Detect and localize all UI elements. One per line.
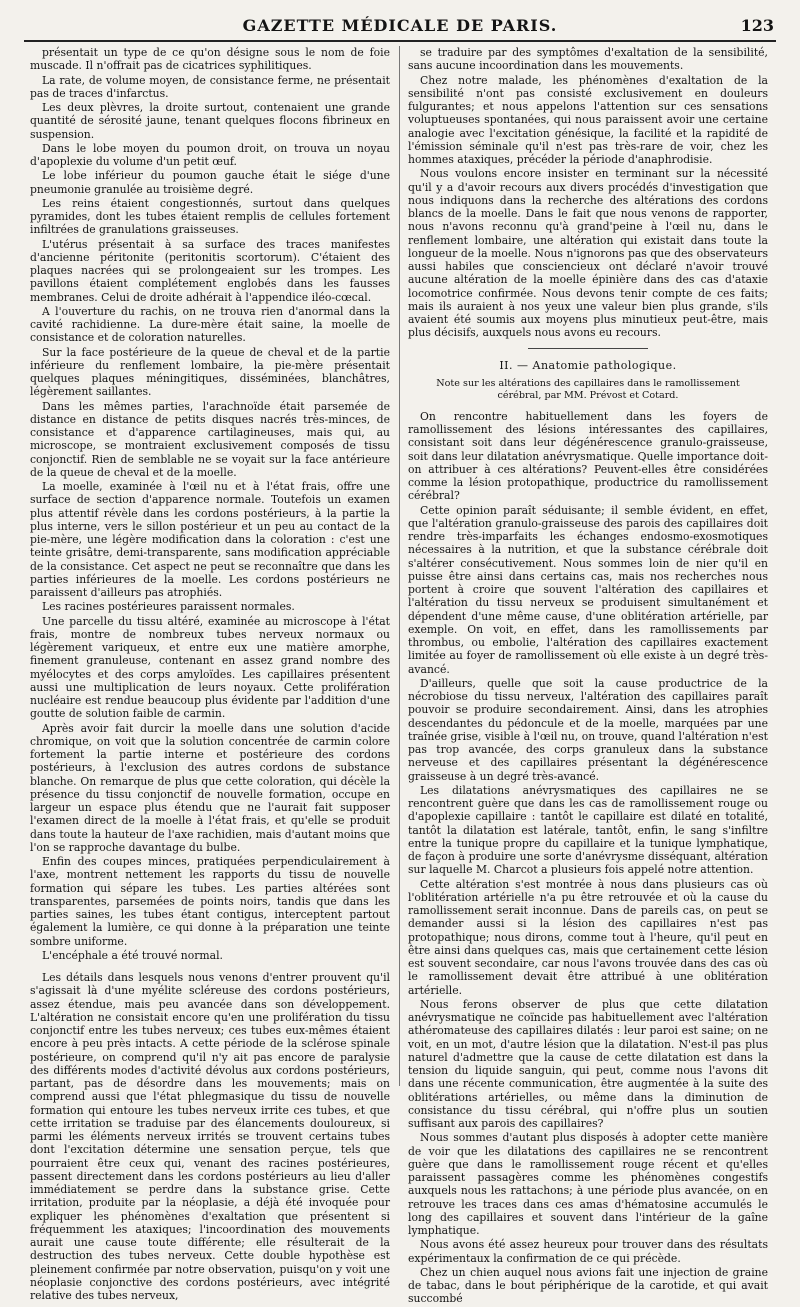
paragraph: Les racines postérieures paraissent normales.: [42, 600, 295, 614]
paragraph: Dans les mêmes parties, l'arachnoïde était parsemée de distance en distance de petits disques nacrés très-minces, de consistance et d'apparence cartilagineuses, mais qui, au microscope, se montraient exclusivement composés de tissu conjonctif. Rien de semblable ne se voyait sur la face antérieure de la queue de cheval et de la moelle.: [30, 399, 390, 479]
paragraph: Les dilatations anévrysmatiques des capillaires ne se rencontrent guère que dans les cas de ramollissement rouge ou d'apoplexie capillaire : tantôt le capillaire est dilaté en totalité, tantôt la dilatation est latérale, tantôt, enfin, le sang s'infiltre entre la tunique propre du capillaire et la tunique lymphatique, de façon à produire une sorte d'anévrysme disséquant, altération sur laquelle M. Charcot a plusieurs fois appelé notre attention.: [408, 783, 768, 877]
paragraph: Après avoir fait durcir la moelle dans une solution d'acide chromique, on voit que la solution concentrée de carmin colore fortement la partie interne et postérieure des cordons postérieurs, à l'exclusion des autres cordons de substance blanche. On remarque de plus que cette coloration, qui décèle la présence du tissu conjonctif de nouvelle formation, occupe en largeur un espace plus étendu que ne l'aurait fait supposer l'examen direct de la moelle à l'état frais, et qu'elle se produit dans toute la hauteur de l'axe rachidien, mais d'autant moins que l'on se rapproche davantage du bulbe.: [30, 721, 390, 854]
paragraph: Sur la face postérieure de la queue de cheval et de la partie inférieure du renflement lombaire, la pie-mère présentait quelques plaques méningitiques, disséminées, blanchâtres, légèrement saillantes.: [30, 345, 390, 399]
section-title: II. — Anatomie pathologique.: [499, 358, 677, 372]
paragraph: Cette opinion paraît séduisante; il semble évident, en effet, que l'altération granulo-graisseuse des parois des capillaires doit rendre très-imparfaits les échanges endosmo-exosmotiques nécessaires à la nutrition, et que la substance cérébrale doit s'altérer consécutivement. Nous sommes loin de nier qu'il en puisse être ainsi dans certains cas, mais nos recherches nous portent à croire que souvent l'altération des capillaires et l'altération du tissu nerveux se produisent simultanément et dépendent d'une même cause, d'une oblitération artérielle, par exemple. On voit, en effet, dans les ramollissements par thrombus, ou embolie, l'altération des capillaires exactement limitée au foyer de ramollissement où elle existe à un degré très-avancé.: [408, 503, 768, 676]
paragraph: Nous sommes d'autant plus disposés à adopter cette manière de voir que les dilatations des capillaires ne se rencontrent guère que dans le ramollissement rouge récent et qu'elles paraissent passagères comme les phénomènes congestifs auxquels nous les rattachons; à une période plus avancée, on en retrouve les traces dans ces amas d'hématosine accumulés le long des capillaires et souvent dans l'intérieur de la gaîne lymphatique.: [408, 1131, 768, 1237]
paragraph: Dans le lobe moyen du poumon droit, on trouva un noyau d'apoplexie du volume d'un petit œuf.: [30, 141, 390, 168]
paragraph: Nous ferons observer de plus que cette dilatation anévrysmatique ne coïncide pas habituellement avec l'altération athéromateuse des capillaires dilatés : leur paroi est saine; on ne voit, en un mot, d'autre lésion que la dilatation. N'est-il pas plus naturel d'admettre que la cause de cette dilatation est dans la tension du liquide sanguin, qui peut, comme nous l'avons dit dans une récente communication, être augmentée à la suite des oblitérations artérielles, ou même dans la diminution de consistance du tissu cérébral, qui n'offre plus un soutien suffisant aux parois des capillaires?: [408, 997, 768, 1130]
paragraph: se traduire par des symptômes d'exaltation de la sensibilité, sans aucune incoordination dans les mouvements.: [408, 46, 768, 73]
note-title: Note sur les altérations des capillaires dans le ramollissement cérébral, par MM. Prévost et Cotard.: [436, 377, 740, 401]
spacer: [30, 963, 390, 971]
section-separator: [528, 348, 648, 349]
paragraph: L'encéphale a été trouvé normal.: [42, 948, 223, 962]
paragraph: Une parcelle du tissu altéré, examinée au microscope à l'état frais, montre de nombreux tubes nerveux normaux ou légèrement variqueux, et entre eux une matière amorphe, finement granuleuse, contenant en assez grand nombre des myélocytes et des corps amyloïdes. Les capillaires présentent aussi une multiplication de leurs noyaux. Cette prolifération nucléaire est rendue beaucoup plus évidente par l'addition d'une goutte de solution faible de carmin.: [30, 614, 390, 721]
column-divider: [399, 46, 400, 1086]
paragraph: Les deux plèvres, la droite surtout, contenaient une grande quantité de sérosité jaune, tenant quelques flocons fibrineux en suspension.: [30, 101, 390, 141]
paragraph: Cette altération s'est montrée à nous dans plusieurs cas où l'oblitération artérielle n'a pu être retrouvée et où la cause du ramollissement serait inconnue. Dans de pareils cas, on peut se demander aussi si la lésion des capillaires n'est pas protopathique; nous dirons, comme tout à l'heure, qu'il peut en être ainsi dans quelques cas, mais que certainement cette lésion est souvent secondaire, car nous l'avons trouvée dans des cas où le ramollissement devait être attribué à une oblitération artérielle.: [408, 877, 768, 997]
paragraph: On rencontre habituellement dans les foyers de ramollissement des lésions intéressantes des capillaires, consistant soit dans leur dégénérescence granulo-graisseuse, soit dans leur dilatation anévrysmatique. Quelle importance doit-on attribuer à ces altérations? Peuvent-elles être considérées comme la lésion protopathique, productrice du ramollissement cérébral?: [408, 409, 768, 503]
paragraph: La moelle, examinée à l'œil nu et à l'état frais, offre une surface de section d'apparence normale. Toutefois un examen plus attentif révèle dans les cordons postérieurs, à la partie la plus interne, vers le sillon postérieur et un peu au contact de la pie-mère, une légère modification dans la coloration : c'est une teinte grisâtre, demi-transparente, sans modification appréciable de la consistance. Cet aspect ne peut se reconnaître que dans les parties inférieures de la moelle. Les cordons postérieurs ne paraissent d'ailleurs pas atrophiés.: [30, 480, 390, 599]
right-column: [408, 46, 768, 1307]
journal-title: GAZETTE MÉDICALE DE PARIS.: [242, 16, 558, 35]
paragraph: Le lobe inférieur du poumon gauche était le siége d'une pneumonie granulée au troisième degré.: [30, 169, 390, 196]
paragraph: A l'ouverture du rachis, on ne trouva rien d'anormal dans la cavité rachidienne. La dure-mère était saine, la moelle de consistance et de coloration naturelles.: [30, 304, 390, 345]
left-column: [30, 46, 390, 1303]
paragraph: Nous avons été assez heureux pour trouver dans des résultats expérimentaux la confirmation de ce qui précède.: [408, 1238, 768, 1265]
paragraph: Enfin des coupes minces, pratiquées perpendiculairement à l'axe, montrent nettement les rapports du tissu de nouvelle formation qui sépare les tubes. Les parties altérées sont transparentes, parsemées de points noirs, tandis que dans les parties saines, les tubes étant contigus, interceptent partout également la lumière, ce qui donne à la préparation une teinte sombre uniforme.: [30, 855, 390, 948]
paragraph: D'ailleurs, quelle que soit la cause productrice de la nécrobiose du tissu nerveux, l'altération des capillaires paraît pouvoir se produire secondairement. Ainsi, dans les atrophies descendantes du pédoncule et de la moelle, marquées par une traînée grise, visible à l'œil nu, on trouve, quand l'altération n'est pas trop avancée, des corps granuleux dans la substance nerveuse et des capillaires présentant la dégénérescence graisseuse à un degré très-avancé.: [408, 676, 768, 783]
page-number: 123: [740, 16, 774, 35]
paragraph: Nous voulons encore insister en terminant sur la nécessité qu'il y a d'avoir recours aux divers procédés d'investigation que nous indiquons dans la recherche des altérations des cordons blancs de la moelle. Dans le fait que nous venons de rapporter, nous n'avons reconnu qu'à grand'peine à l'œil nu, dans le renflement lombaire, une altération qui existait dans toute la longueur de la moelle. Nous n'ignorons pas que des observateurs aussi habiles que consciencieux ont déclaré n'avoir trouvé aucune altération de la moelle épinière dans des cas d'ataxie locomotrice confirmée. Nous devons tenir compte de ces faits; mais ils auraient à nos yeux une valeur bien plus grande, s'ils avaient été soumis aux moyens plus minutieux peut-être, mais plus décisifs, auxquels nous avons eu recours.: [408, 167, 768, 340]
page-header: [24, 10, 776, 42]
paragraph: Les détails dans lesquels nous venons d'entrer prouvent qu'il s'agissait là d'une myélite scléreuse des cordons postérieurs, assez étendue, mais peu avancée dans son développement. L'altération ne consistait encore qu'en une prolifération du tissu conjonctif entre les tubes nerveux; ces tubes eux-mêmes étaient encore à peu près intacts. A cette période de la sclérose spinale postérieure, on comprend qu'il n'y ait pas encore de paralysie des différents modes d'activité dévolus aux cordons postérieurs, partant, pas de désordre dans les mouvements; mais on comprend aussi que l'état phlegmasique du tissu de nouvelle formation qui entoure les tubes nerveux irrite ces tubes, et que cette irritation se traduise par des élancements douloureux, si parmi les éléments nerveux irrités se trouvent certains tubes dont l'excitation détermine une sensation perçue, tels que pourraient être ceux qui, venant des racines postérieures, passent directement dans les cordons postérieurs au lieu d'aller immédiatement se perdre dans la substance grise. Cette irritation, produite par la néoplasie, a déjà été invoquée pour expliquer les phénomènes d'exaltation que présentent si fréquemment les ataxiques; l'incoordination des mouvements aurait une cause toute différente; elle résulterait de la destruction des tubes nerveux. Cette double hypothèse est pleinement confirmée par notre observation, puisqu'on y voit une néoplasie conjonctive des cordons postérieurs, avec intégrité relative des tubes nerveux,: [30, 971, 390, 1302]
paragraph: La rate, de volume moyen, de consistance ferme, ne présentait pas de traces d'infarctus.: [30, 73, 390, 100]
paragraph: Chez notre malade, les phénomènes d'exaltation de la sensibilité n'ont pas consisté exclusivement en douleurs fulgurantes; et nous appelons l'attention sur ces sensations voluptueuses spontanées, qui nous paraissent avoir une certaine analogie avec l'excitation génésique, la facilité et la rapidité de l'émission séminale qu'il n'est pas très-rare de voir, chez les hommes ataxiques, précéder la période d'anaphrodisie.: [408, 73, 768, 166]
paragraph: Chez un chien auquel nous avions fait une injection de graine de tabac, dans le bout périphérique de la carotide, et qui avait succombé: [408, 1265, 768, 1306]
paragraph: Les reins étaient congestionnés, surtout dans quelques pyramides, dont les tubes étaient remplis de cellules fortement infiltrées de granulations graisseuses.: [30, 196, 390, 237]
paragraph: présentait un type de ce qu'on désigne sous le nom de foie muscade. Il n'offrait pas de cicatrices syphilitiques.: [30, 46, 390, 73]
paragraph: L'utérus présentait à sa surface des traces manifestes d'ancienne péritonite (peritonitis scortorum). C'étaient des plaques nacrées qui se prolongeaient sur les trompes. Les pavillons étaient complétement englobés dans les fausses membranes. Celui de droite adhérait à l'appendice iléo-cœcal.: [30, 237, 390, 304]
